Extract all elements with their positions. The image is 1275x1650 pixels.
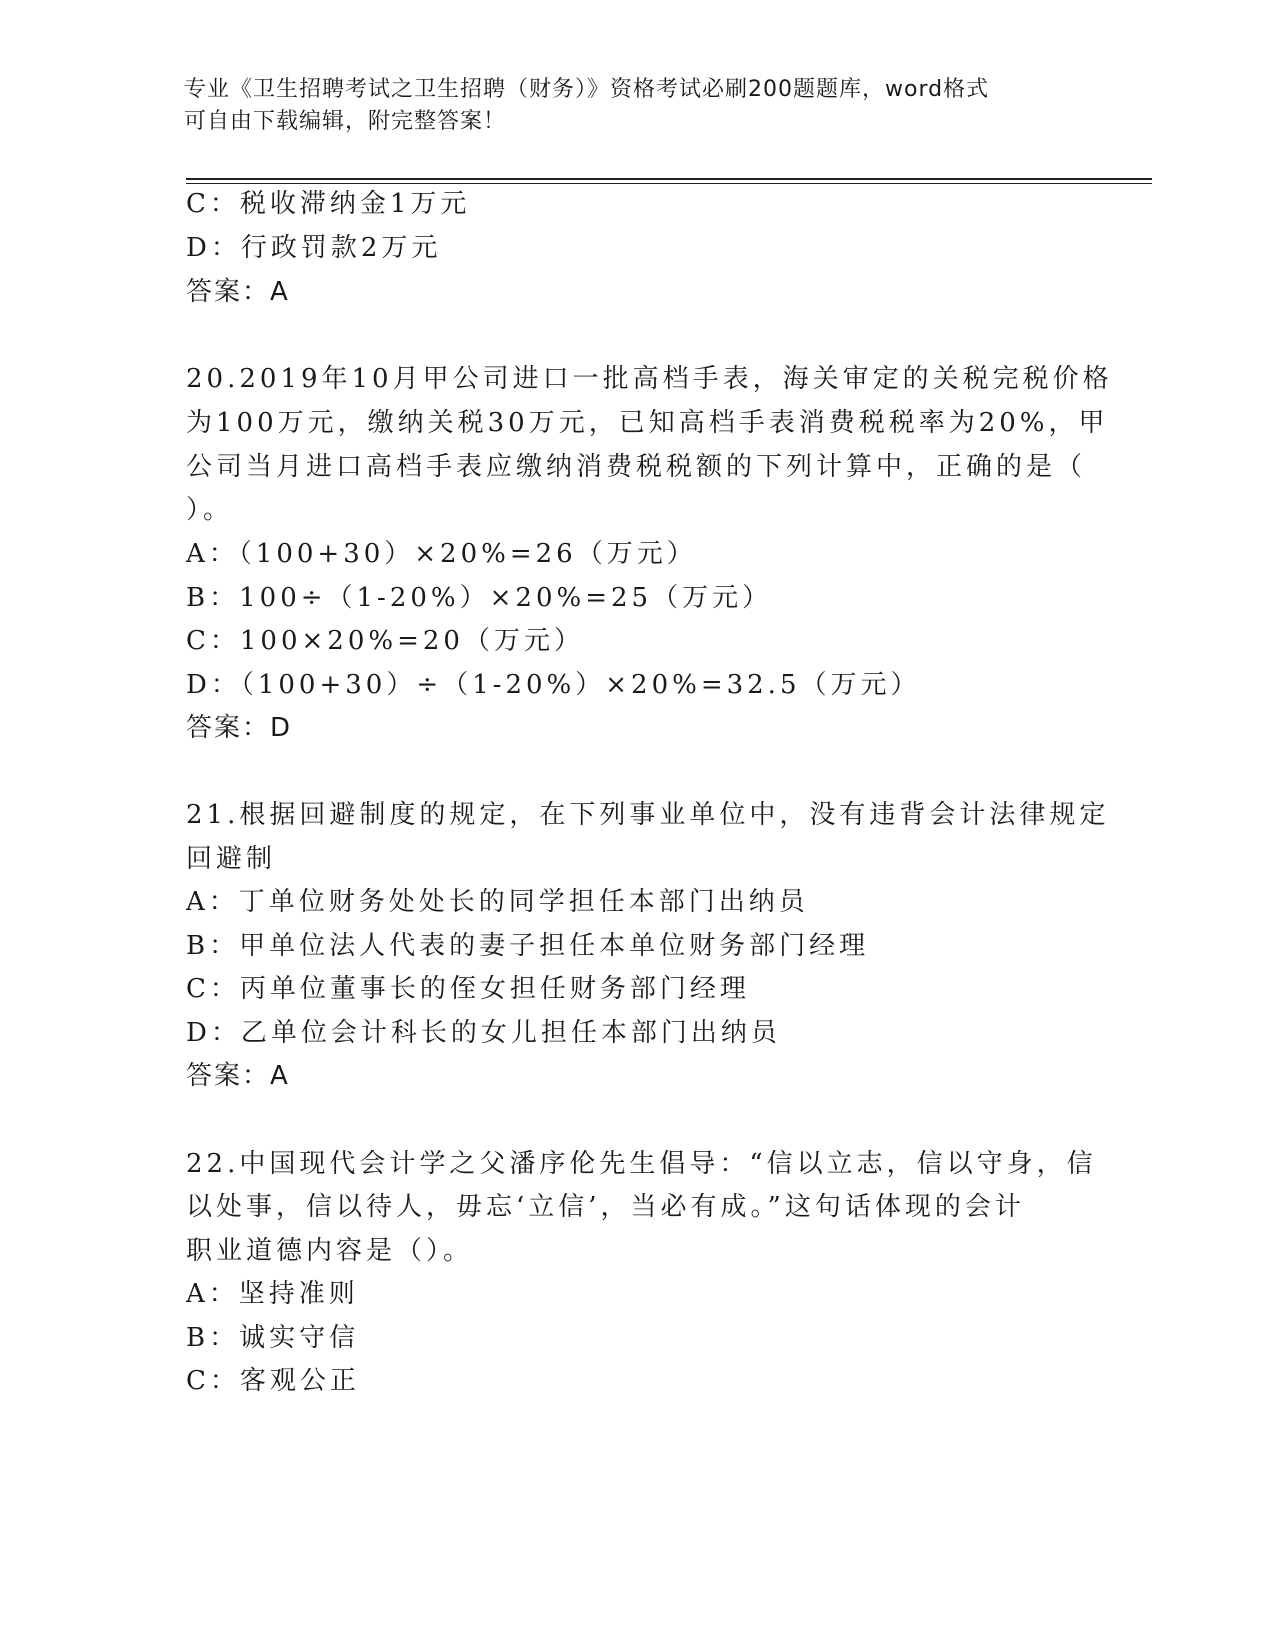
q20-stem-line-4: ）。 [186, 495, 234, 525]
q20-stem-line-2: 为100万元，缴纳关税30万元，已知高档手表消费税税率为20%，甲 [186, 408, 1109, 438]
q20-stem-line-3: 公司当月进口高档手表应缴纳消费税税额的下列计算中，正确的是（ [186, 452, 1087, 482]
q21-stem-line-1: 21.根据回避制度的规定，在下列事业单位中，没有违背会计法律规定 [186, 800, 1110, 830]
q20-stem-line-1: 20.2019年10月甲公司进口一批高档手表，海关审定的关税完税价格 [186, 364, 1113, 394]
q21-stem-line-2: 回避制 [186, 844, 277, 874]
q21-option-c: C：丙单位董事长的侄女担任财务部门经理 [186, 974, 750, 1004]
q20-option-d: D：（100+30）÷（1-20%）×20%=32.5（万元） [186, 670, 921, 700]
q21-option-d: D：乙单位会计科长的女儿担任本部门出纳员 [186, 1018, 781, 1048]
q20-option-a: A：（100+30）×20%=26（万元） [186, 539, 697, 569]
q22-option-a: A：坚持准则 [186, 1279, 359, 1309]
q21-answer: 答案：A [186, 1061, 290, 1091]
header-title-line-1: 专业《卫生招聘考试之卫生招聘（财务）》资格考试必刷200题题库，word格式 [184, 77, 990, 102]
q19-option-d: D：行政罚款2万元 [186, 233, 442, 263]
q22-stem-line-2: 以处事，信以待人，毋忘‘立信’，当必有成。”这句话体现的会计 [186, 1192, 1025, 1222]
q20-answer: 答案：D [186, 713, 293, 743]
q22-stem-line-3: 职业道德内容是（）。 [186, 1236, 474, 1266]
q21-option-a: A：丁单位财务处处长的同学担任本部门出纳员 [186, 887, 809, 917]
header-divider-thick [186, 178, 1152, 180]
q20-option-b: B：100÷（1-20%）×20%=25（万元） [186, 583, 773, 613]
q22-option-c: C：客观公正 [186, 1366, 360, 1396]
q22-stem-line-1: 22.中国现代会计学之父潘序伦先生倡导：“信以立志，信以守身，信 [186, 1149, 1097, 1179]
q19-answer: 答案：A [186, 277, 290, 307]
q20-option-c: C：100×20%=20（万元） [186, 626, 584, 656]
q19-option-c: C：税收滞纳金1万元 [186, 189, 471, 219]
page-header [184, 74, 1064, 138]
header-divider-thin [186, 183, 1152, 184]
q22-option-b: B：诚实守信 [186, 1323, 360, 1353]
q21-option-b: B：甲单位法人代表的妻子担任本单位财务部门经理 [186, 931, 870, 961]
header-title-line-2: 可自由下载编辑，附完整答案！ [184, 109, 507, 134]
